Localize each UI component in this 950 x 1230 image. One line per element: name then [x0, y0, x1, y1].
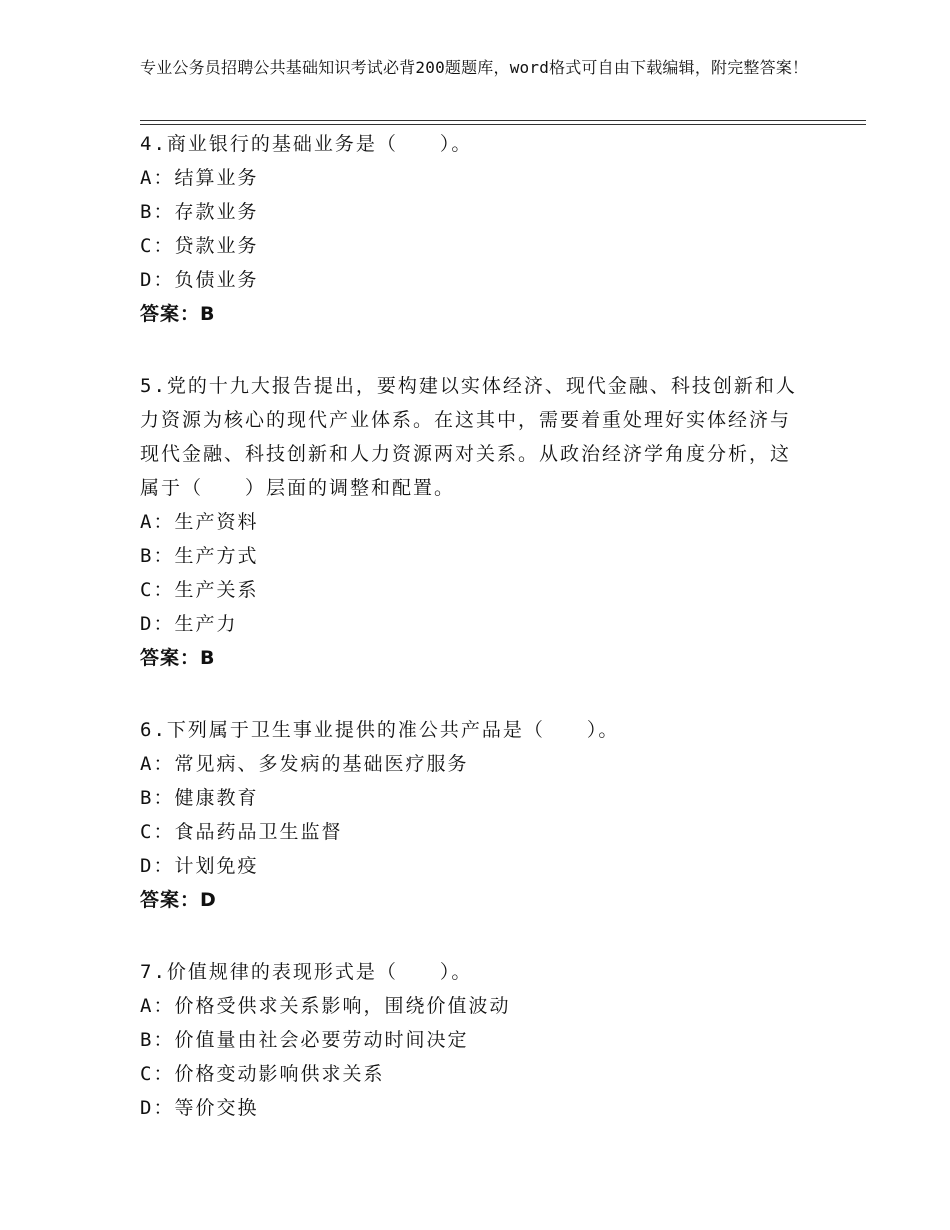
option-c: C：生产关系	[140, 579, 259, 601]
answer-label: 答案：D	[140, 889, 217, 911]
question-stem: 6.下列属于卫生事业提供的准公共产品是（ ）。	[140, 719, 620, 741]
option-c: C：贷款业务	[140, 235, 259, 257]
option-a: A：结算业务	[140, 167, 259, 189]
option-d: D：等价交换	[140, 1097, 259, 1119]
option-b: B：价值量由社会必要劳动时间决定	[140, 1029, 469, 1051]
question-5	[140, 369, 800, 675]
option-b: B：存款业务	[140, 201, 259, 223]
answer-label: 答案：B	[140, 647, 216, 669]
option-b: B：生产方式	[140, 545, 259, 567]
option-d: D：生产力	[140, 613, 238, 635]
option-a: A：价格受供求关系影响，围绕价值波动	[140, 995, 511, 1017]
answer-label: 答案：B	[140, 303, 216, 325]
question-4	[140, 127, 800, 331]
question-list	[140, 127, 800, 1163]
option-c: C：食品药品卫生监督	[140, 821, 343, 843]
option-a: A：常见病、多发病的基础医疗服务	[140, 753, 469, 775]
question-6	[140, 713, 800, 917]
question-7	[140, 955, 800, 1125]
option-b: B：健康教育	[140, 787, 259, 809]
option-a: A：生产资料	[140, 511, 259, 533]
option-d: D：负债业务	[140, 269, 259, 291]
page-header: 专业公务员招聘公共基础知识考试必背200题题库，word格式可自由下载编辑，附完整答案！	[140, 58, 809, 77]
question-stem: 4.商业银行的基础业务是（ ）。	[140, 133, 473, 155]
option-d: D：计划免疫	[140, 855, 259, 877]
option-c: C：价格变动影响供求关系	[140, 1063, 385, 1085]
question-stem: 5.党的十九大报告提出，要构建以实体经济、现代金融、科技创新和人力资源为核心的现代产业体系。在这其中，需要着重处理好实体经济与现代金融、科技创新和人力资源两对关系。从政治经济学角度分析，这属于（ ）层面的调整和配置。	[140, 375, 797, 499]
question-stem: 7.价值规律的表现形式是（ ）。	[140, 961, 473, 983]
header-divider	[140, 120, 866, 125]
